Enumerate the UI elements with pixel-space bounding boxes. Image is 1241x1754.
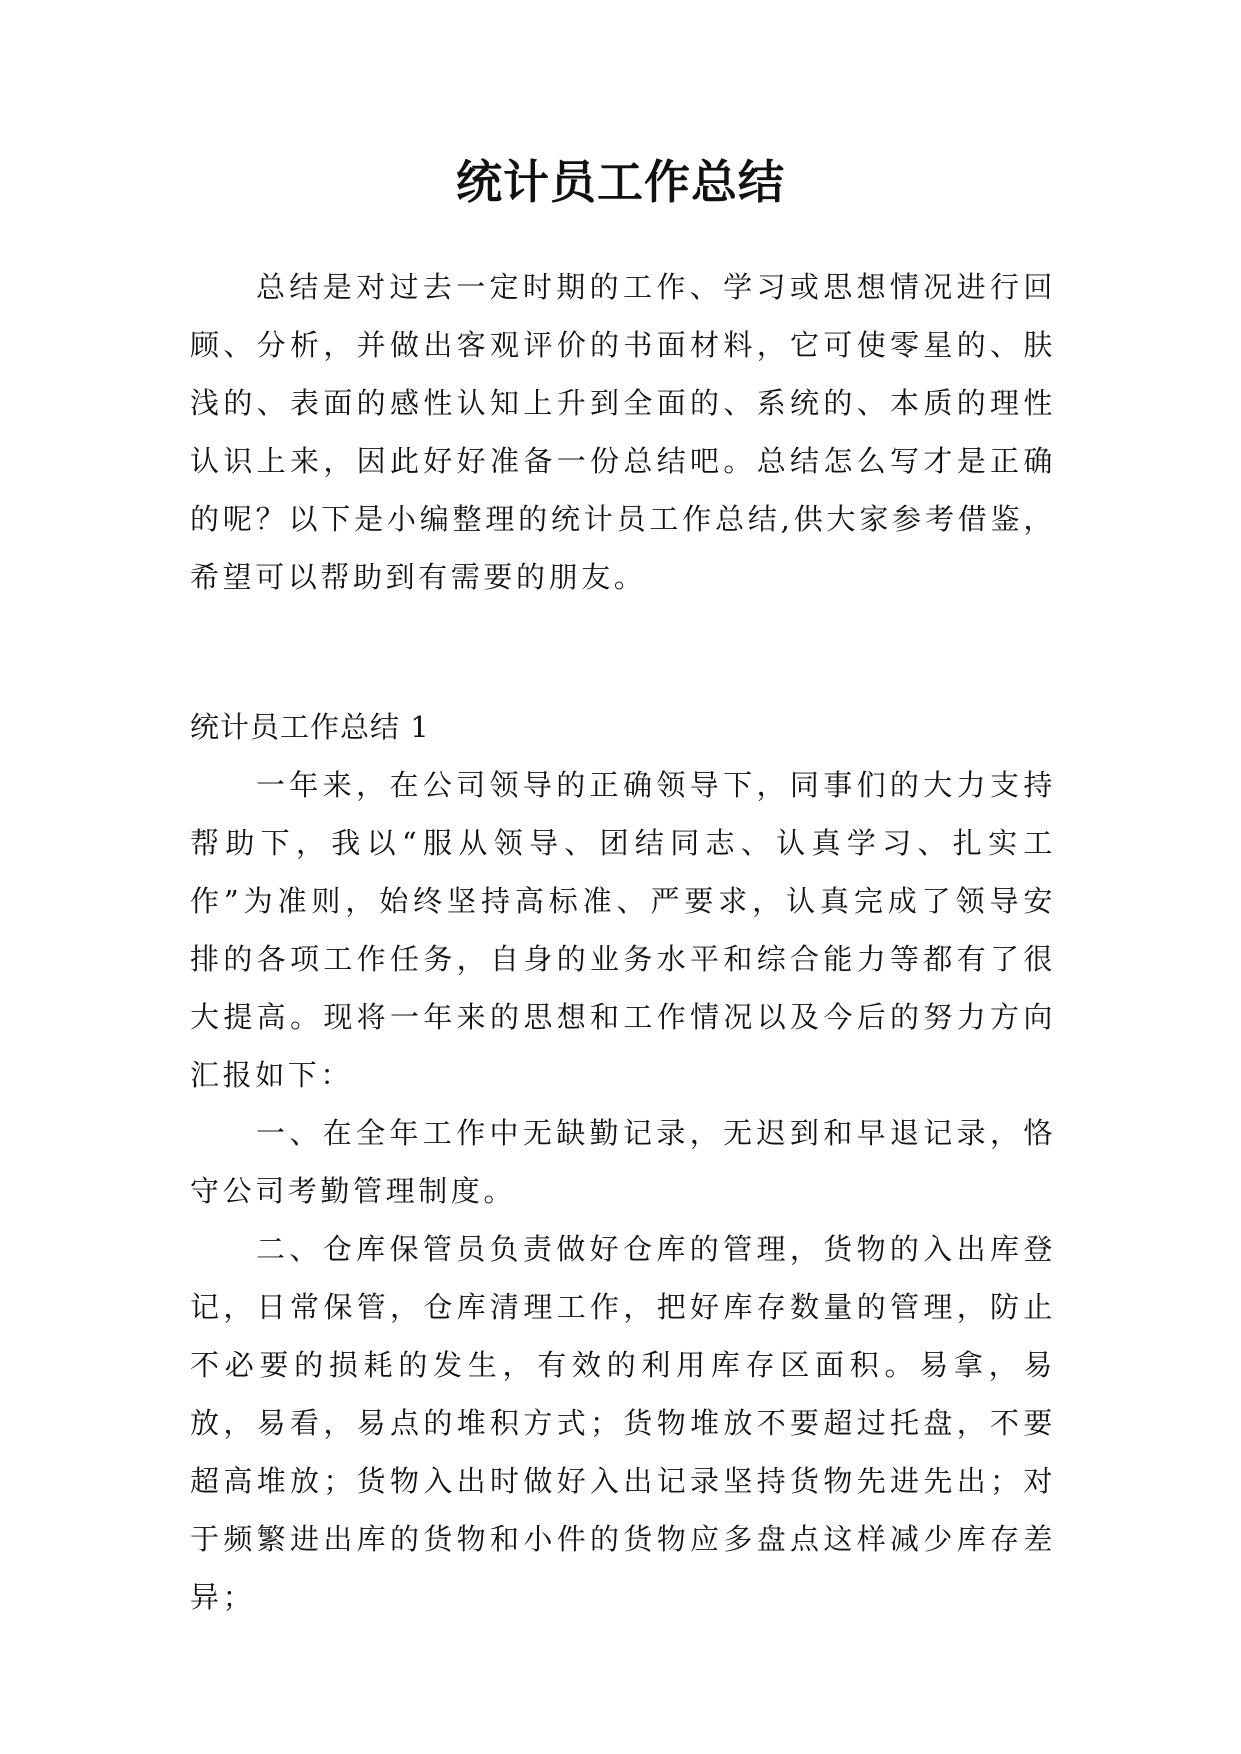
body-paragraph: 一、在全年工作中无缺勤记录，无迟到和早退记录，恪守公司考勤管理制度。	[190, 1116, 1056, 1208]
section-heading: 统计员工作总结 1	[190, 710, 430, 744]
body-paragraph: 一年来，在公司领导的正确领导下，同事们的大力支持帮助下，我以“服从领导、团结同志、认真学习、扎实工作”为准则，始终坚持高标准、严要求，认真完成了领导安排的各项工作任务，自身的业务水平和综合能力等都有了很大提高。现将一年来的思想和工作情况以及今后的努力方向汇报如下：	[190, 768, 1056, 1092]
body-paragraph: 二、仓库保管员负责做好仓库的管理，货物的入出库登记，日常保管，仓库清理工作，把好库存数量的管理，防止不必要的损耗的发生，有效的利用库存区面积。易拿，易放，易看，易点的堆积方式；货物堆放不要超过托盘，不要超高堆放；货物入出时做好入出记录坚持货物先进先出；对于频繁进出库的货物和小件的货物应多盘点这样减少库存差异；	[190, 1232, 1056, 1614]
document-title: 统计员工作总结	[456, 155, 785, 209]
intro-paragraph: 总结是对过去一定时期的工作、学习或思想情况进行回顾、分析，并做出客观评价的书面材料，它可使零星的、肤浅的、表面的感性认知上升到全面的、系统的、本质的理性认识上来，因此好好准备一份总结吧。总结怎么写才是正确的呢？以下是小编整理的统计员工作总结,供大家参考借鉴，希望可以帮助到有需要的朋友。	[190, 270, 1056, 594]
